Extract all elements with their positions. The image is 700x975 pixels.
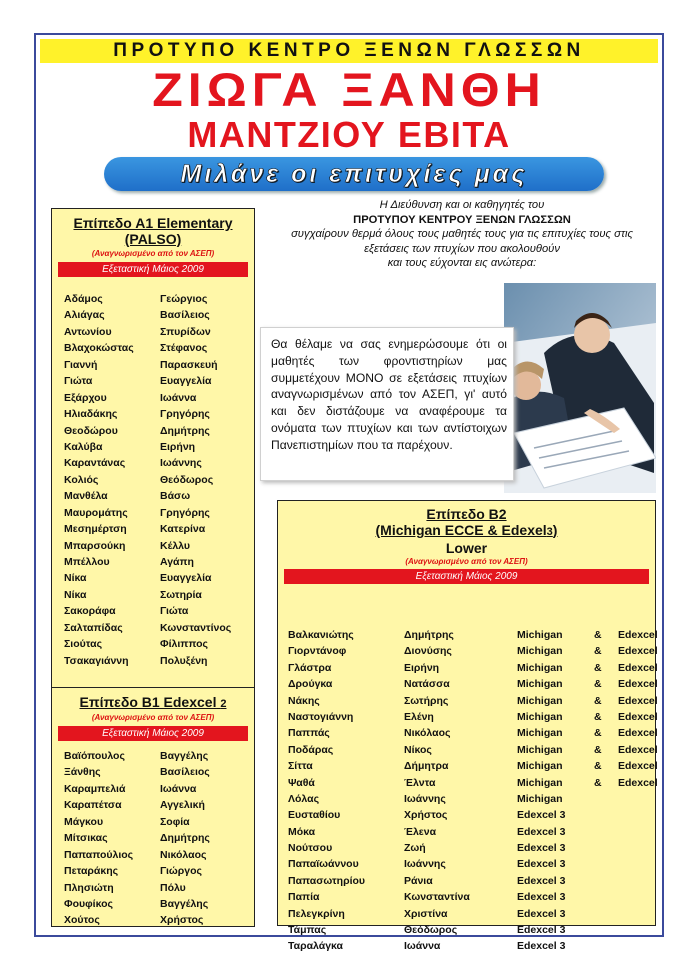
surname-cell: Δρούγκα xyxy=(288,678,333,691)
first-name-cell: Ιωάννης xyxy=(160,457,202,470)
table-row xyxy=(288,661,658,678)
table-row xyxy=(64,326,254,342)
exam-cell: Michigan xyxy=(517,792,563,805)
table-row xyxy=(64,638,254,654)
exam-cell: Edexcel 3 xyxy=(517,891,566,904)
table-row xyxy=(288,858,653,874)
ampersand-cell: & xyxy=(594,678,602,691)
table-row xyxy=(288,891,653,907)
exam-cell: Edexcel 3 xyxy=(517,907,566,920)
first-name-cell: Σωτηρία xyxy=(160,588,202,601)
surname-cell: Κολιός xyxy=(64,473,99,486)
surname-cell: Μπαρσούκη xyxy=(64,539,126,552)
ampersand-cell: & xyxy=(594,645,602,658)
surname-cell: Ψαθά xyxy=(288,776,315,789)
first-name-cell: Γεώργιος xyxy=(160,293,208,305)
table-row xyxy=(288,629,658,645)
table-row xyxy=(64,914,254,930)
first-name-cell: Πόλυ xyxy=(160,881,186,894)
first-name-cell: Ιωάννης xyxy=(404,792,446,805)
surname-cell: Καραπέτσα xyxy=(64,799,122,812)
surname-cell: Μάγκου xyxy=(64,815,104,828)
surname-cell: Καραντάνας xyxy=(64,457,126,470)
business-people-photo xyxy=(504,283,656,493)
first-name-cell: Γιώργος xyxy=(160,865,202,878)
table-row xyxy=(288,776,658,793)
surname-cell: Σαλταπίδας xyxy=(64,621,123,634)
table-row xyxy=(288,940,653,956)
surname-cell: Πλησιώτη xyxy=(64,881,114,894)
surname-cell: Νίκα xyxy=(64,588,87,601)
ampersand-cell: & xyxy=(594,727,602,740)
surname-cell: Νίκα xyxy=(64,572,87,585)
surname-cell: Γιώτα xyxy=(64,375,93,388)
table-row xyxy=(64,507,254,523)
ampersand-cell: & xyxy=(594,629,602,641)
intro-line-3: συγχαίρουν θερμά όλους τους μαθητές τους για τις επιτυχίες τους στις εξετάσεις των πτυχίων που ακολουθούν xyxy=(291,228,633,255)
table-row xyxy=(288,826,653,842)
exam-cell: Edexcel 3 xyxy=(517,825,566,838)
table-row xyxy=(64,474,254,490)
table-row xyxy=(64,457,254,473)
table-row xyxy=(288,743,658,760)
table-row xyxy=(64,589,254,605)
exam-cell: Edexcel 3 xyxy=(517,874,566,887)
first-name-cell: Ιωάννα xyxy=(160,391,197,404)
table-row xyxy=(64,832,254,848)
table-row xyxy=(288,793,653,809)
first-name-cell: Ιωάννα xyxy=(404,940,441,953)
table-row xyxy=(64,572,254,588)
exam2-cell: Edexcel xyxy=(618,678,658,691)
exam2-cell: Edexcel xyxy=(618,743,658,756)
surname-cell: Φουφίκος xyxy=(64,897,113,910)
first-name-cell: Βασίλειος xyxy=(160,309,210,322)
school-name: ΠΡΟΤΥΠΟ ΚΕΝΤΡΟ ΞΕΝΩΝ ΓΛΩΣΣΩΝ xyxy=(113,40,585,61)
level-b2-subtitle-end: ) xyxy=(552,522,558,538)
first-name-cell: Δήμητρα xyxy=(404,760,449,773)
ampersand-cell: & xyxy=(594,710,602,723)
first-name-cell: Γρηγόρης xyxy=(160,408,210,421)
first-name-cell: Σπυρίδων xyxy=(160,325,211,338)
table-row xyxy=(64,441,254,457)
table-row xyxy=(64,309,254,325)
level-b2-subtitle-text: (Michigan ECCE & Edexel xyxy=(375,522,547,538)
ampersand-cell: & xyxy=(594,743,602,756)
slogan-banner xyxy=(104,157,604,191)
table-row xyxy=(64,425,254,441)
exam-cell: Michigan xyxy=(517,629,563,641)
first-name-cell: Ευαγγελία xyxy=(160,375,212,388)
level-b2-names xyxy=(288,629,658,957)
table-row xyxy=(64,540,254,556)
exam-cell: Michigan xyxy=(517,727,563,740)
exam2-cell: Edexcel xyxy=(618,629,658,641)
flyer-frame xyxy=(34,33,664,953)
photo-illustration xyxy=(504,283,656,493)
table-row xyxy=(64,359,254,375)
surname-cell: Νάκης xyxy=(288,694,320,707)
table-row xyxy=(288,694,658,711)
exam-cell: Edexcel 3 xyxy=(517,858,566,871)
ampersand-cell: & xyxy=(594,776,602,789)
table-row xyxy=(64,408,254,424)
surname-cell: Μανθέλα xyxy=(64,490,108,503)
first-name-cell: Ιωάννα xyxy=(160,782,197,795)
surname-cell: Ηλιαδάκης xyxy=(64,408,118,421)
table-row xyxy=(288,710,658,727)
first-name-cell: Δημήτρης xyxy=(404,629,454,641)
table-row xyxy=(64,865,254,881)
surname-cell: Παπαπούλιος xyxy=(64,848,134,861)
surname-cell: Λόλας xyxy=(288,792,320,805)
surname-cell: Μαυρομάτης xyxy=(64,506,128,519)
first-name-cell: Δημήτρης xyxy=(160,832,210,845)
surname-cell: Βαϊόπουλος xyxy=(64,750,125,762)
table-row xyxy=(288,760,658,776)
surname-cell: Παπία xyxy=(288,891,320,904)
level-b2-title: Επίπεδο Β2 xyxy=(426,506,507,522)
surname-cell: Γλάστρα xyxy=(288,661,332,674)
surname-cell: Καραμπελιά xyxy=(64,782,126,795)
table-row xyxy=(64,750,254,766)
exam2-cell: Edexcel xyxy=(618,645,658,658)
surname-cell: Αλιάγας xyxy=(64,309,105,322)
level-a1-exam: Εξεταστική Μάιος 2009 xyxy=(58,262,248,277)
first-name-cell: Αγγελική xyxy=(160,799,205,812)
surname-cell: Παπαϊωάννου xyxy=(288,858,359,871)
first-name-cell: Παρασκευή xyxy=(160,358,218,371)
surname-cell: Ποδάρας xyxy=(288,743,334,756)
table-row xyxy=(288,809,653,825)
table-row xyxy=(288,727,658,743)
exam2-cell: Edexcel xyxy=(618,727,658,740)
exam-cell: Edexcel 3 xyxy=(517,842,566,855)
table-row xyxy=(64,523,254,539)
first-name-cell: Βάσω xyxy=(160,490,191,503)
surname-cell: Μίτσικας xyxy=(64,832,108,845)
table-row xyxy=(64,799,254,815)
director-name-1: ΖΙΩΓΑ ΞΑΝΘΗ xyxy=(152,63,546,117)
level-a1-note: (Αναγνωρισμένο από τον ΑΣΕΠ) xyxy=(91,249,215,258)
surname-cell: Ξάνθης xyxy=(64,766,101,779)
table-row xyxy=(64,783,254,799)
director-name-2: ΜΑΝΤΖΙΟΥ ΕΒΙΤΑ xyxy=(187,114,511,155)
intro-line-2 xyxy=(269,213,655,228)
surname-cell: Βαλκανιώτης xyxy=(288,629,354,641)
surname-cell: Ευσταθίου xyxy=(288,809,341,822)
exam-cell: Michigan xyxy=(517,661,563,674)
first-name-cell: Νατάσσα xyxy=(404,678,450,691)
first-name-cell: Χρήστος xyxy=(404,809,448,822)
table-row xyxy=(64,293,254,309)
ampersand-cell: & xyxy=(594,760,602,773)
table-row xyxy=(64,375,254,391)
table-row xyxy=(64,556,254,572)
first-name-cell: Έλντα xyxy=(404,776,436,789)
table-row xyxy=(288,645,658,661)
notice-text: Θα θέλαμε να σας ενημερώσουμε ότι οι μαθητές των φροντιστηρίων μας συμμετέχουν ΜΟΝΟ σε εξετάσεις πτυχίων αναγνωρισμένων από τον ΑΣΕΠ, γι' αυτό και δεν διστάζουμε να αναφέρουμε τα ονόματα των πτυχίων και των αντίστοιχων Πανεπιστημίων που τα παρέχουν. xyxy=(271,337,507,452)
first-name-cell: Ειρήνη xyxy=(404,661,440,674)
table-row xyxy=(64,392,254,408)
first-name-cell: Βαγγέλης xyxy=(160,897,209,910)
first-name-cell: Ευαγγελία xyxy=(160,572,212,585)
surname-cell: Αντωνίου xyxy=(64,325,112,338)
surname-cell: Αδάμος xyxy=(64,293,103,305)
exam-cell: Michigan xyxy=(517,678,563,691)
table-row xyxy=(64,605,254,621)
header-bar xyxy=(40,39,658,63)
table-row xyxy=(64,849,254,865)
surname-cell: Θεοδώρου xyxy=(64,424,118,437)
table-row xyxy=(64,622,254,638)
table-row xyxy=(288,908,653,924)
first-name-cell: Διονύσης xyxy=(404,645,452,658)
first-name-cell: Αγάπη xyxy=(160,556,194,568)
intro-school: ΠΡΟΤΥΠΟΥ ΚΕΝΤΡΟΥ ΞΕΝΩΝ ΓΛΩΣΣΩΝ xyxy=(353,213,571,226)
first-name-cell: Σοφία xyxy=(160,815,190,828)
first-name-cell: Βαγγέλης xyxy=(160,750,209,762)
first-name-cell: Νικόλαος xyxy=(404,727,451,740)
first-name-cell: Γρηγόρης xyxy=(160,506,210,519)
surname-cell: Μόκα xyxy=(288,825,316,838)
first-name-cell: Στέφανος xyxy=(160,342,208,355)
surname-cell: Μεσημέρτση xyxy=(64,523,127,536)
surname-cell: Πελεγκρίνη xyxy=(288,907,345,920)
first-name-cell: Νικόλαος xyxy=(160,848,207,861)
notice-box xyxy=(260,327,514,481)
slogan-text: Μιλάνε οι επιτυχίες μας xyxy=(180,160,528,188)
exam2-cell: Edexcel xyxy=(618,776,658,789)
table-row xyxy=(64,898,254,914)
first-name-cell: Ιωάννης xyxy=(404,858,446,871)
level-b1-title xyxy=(52,694,254,712)
table-row xyxy=(288,678,658,694)
first-name-cell: Ζωή xyxy=(404,842,426,855)
first-name-cell: Χριστίνα xyxy=(404,907,448,920)
surname-cell: Σιούτας xyxy=(64,638,103,651)
first-name-cell: Δημήτρης xyxy=(160,424,210,437)
surname-cell: Παππάς xyxy=(288,727,330,740)
ampersand-cell: & xyxy=(594,661,602,674)
surname-cell: Καλύβα xyxy=(64,440,103,453)
exam-cell: Michigan xyxy=(517,776,563,789)
first-name-cell: Κωνσταντίνα xyxy=(404,891,470,904)
level-a1-subtitle: (PALSO) xyxy=(124,231,182,247)
exam-cell: Edexcel 3 xyxy=(517,809,566,822)
exam2-cell: Edexcel xyxy=(618,710,658,723)
level-b1-names xyxy=(64,750,254,931)
exam-cell: Edexcel 3 xyxy=(517,924,566,937)
surname-cell: Παπασωτηρίου xyxy=(288,874,366,887)
first-name-cell: Βασίλειος xyxy=(160,766,210,779)
first-name-cell: Σωτήρης xyxy=(404,694,449,707)
surname-cell: Εξάρχου xyxy=(64,391,107,404)
table-row xyxy=(64,655,254,671)
surname-cell: Πεταράκης xyxy=(64,865,119,878)
surname-cell: Νούτσου xyxy=(288,842,333,855)
intro-line-4: και τους εύχονται εις ανώτερα: xyxy=(387,257,537,269)
surname-cell: Τάμπας xyxy=(288,924,327,937)
first-name-cell: Ελένη xyxy=(404,710,434,723)
level-b2-box xyxy=(277,500,658,953)
surname-cell: Γιαννή xyxy=(64,358,98,371)
intro-line-1: Η Διεύθυνση και οι καθηγητές του xyxy=(379,199,545,211)
surname-cell: Μπέλλου xyxy=(64,556,110,568)
table-row xyxy=(64,816,254,832)
surname-cell: Ταραλάγκα xyxy=(288,940,344,953)
table-row xyxy=(288,842,653,858)
exam-cell: Michigan xyxy=(517,645,563,658)
exam2-cell: Edexcel xyxy=(618,694,658,707)
first-name-cell: Έλενα xyxy=(404,825,437,838)
surname-cell: Βλαχοκώστας xyxy=(64,342,134,355)
first-name-cell: Ράνια xyxy=(404,874,433,887)
exam2-cell: Edexcel xyxy=(618,760,658,773)
table-row xyxy=(288,924,653,940)
level-a1-names xyxy=(64,293,254,671)
surname-cell: Σίττα xyxy=(288,760,313,773)
level-b2-title-lower: Lower xyxy=(445,540,488,556)
surname-cell: Ναστογιάννη xyxy=(288,710,354,723)
exam2-cell: Edexcel xyxy=(618,661,658,674)
surname-cell: Τσακαγιάννη xyxy=(64,654,129,667)
level-b2-subtitle xyxy=(278,522,655,540)
first-name-cell: Φίλιππος xyxy=(160,638,208,651)
table-row xyxy=(64,490,254,506)
surname-cell: Χούτος xyxy=(64,914,100,927)
table-row xyxy=(64,882,254,898)
first-name-cell: Χρήστος xyxy=(160,914,204,927)
ampersand-cell: & xyxy=(594,694,602,707)
exam-cell: Michigan xyxy=(517,760,563,773)
first-name-cell: Κέλλυ xyxy=(160,539,190,552)
level-b1-title-level: 2 xyxy=(220,698,227,710)
level-b1-box xyxy=(51,687,255,927)
exam-cell: Michigan xyxy=(517,710,563,723)
intro-text xyxy=(269,198,655,271)
first-name-cell: Κατερίνα xyxy=(160,523,206,536)
first-name-cell: Νίκος xyxy=(404,743,432,756)
table-row xyxy=(64,766,254,782)
first-name-cell: Θεόδωρος xyxy=(404,924,458,937)
first-name-cell: Γιώτα xyxy=(160,605,189,618)
exam-cell: Michigan xyxy=(517,694,563,707)
level-b2-exam: Εξεταστική Μάιος 2009 xyxy=(284,569,649,584)
level-b1-title-text: Επίπεδο Β1 Edexcel xyxy=(79,694,217,710)
level-a1-title: Επίπεδο Α1 Elementary xyxy=(73,215,233,231)
surname-cell: Γιορντάνοφ xyxy=(288,645,347,658)
level-b1-note: (Αναγνωρισμένο από τον ΑΣΕΠ) xyxy=(91,713,215,722)
level-b2-note: (Αναγνωρισμένο από τον ΑΣΕΠ) xyxy=(405,557,528,566)
first-name-cell: Θεόδωρος xyxy=(160,473,214,486)
table-row xyxy=(64,342,254,358)
exam-cell: Michigan xyxy=(517,743,563,756)
surname-cell: Σακοράφα xyxy=(64,605,116,618)
first-name-cell: Πολυξένη xyxy=(160,654,208,667)
level-b1-exam: Εξεταστική Μάιος 2009 xyxy=(58,726,248,741)
table-row xyxy=(288,875,653,891)
first-name-cell: Ειρήνη xyxy=(160,440,196,453)
level-a1-box xyxy=(51,208,255,708)
exam-cell: Edexcel 3 xyxy=(517,940,566,953)
first-name-cell: Κωνσταντίνος xyxy=(160,621,232,634)
level-b2-subtitle-level: 3 xyxy=(546,526,553,538)
